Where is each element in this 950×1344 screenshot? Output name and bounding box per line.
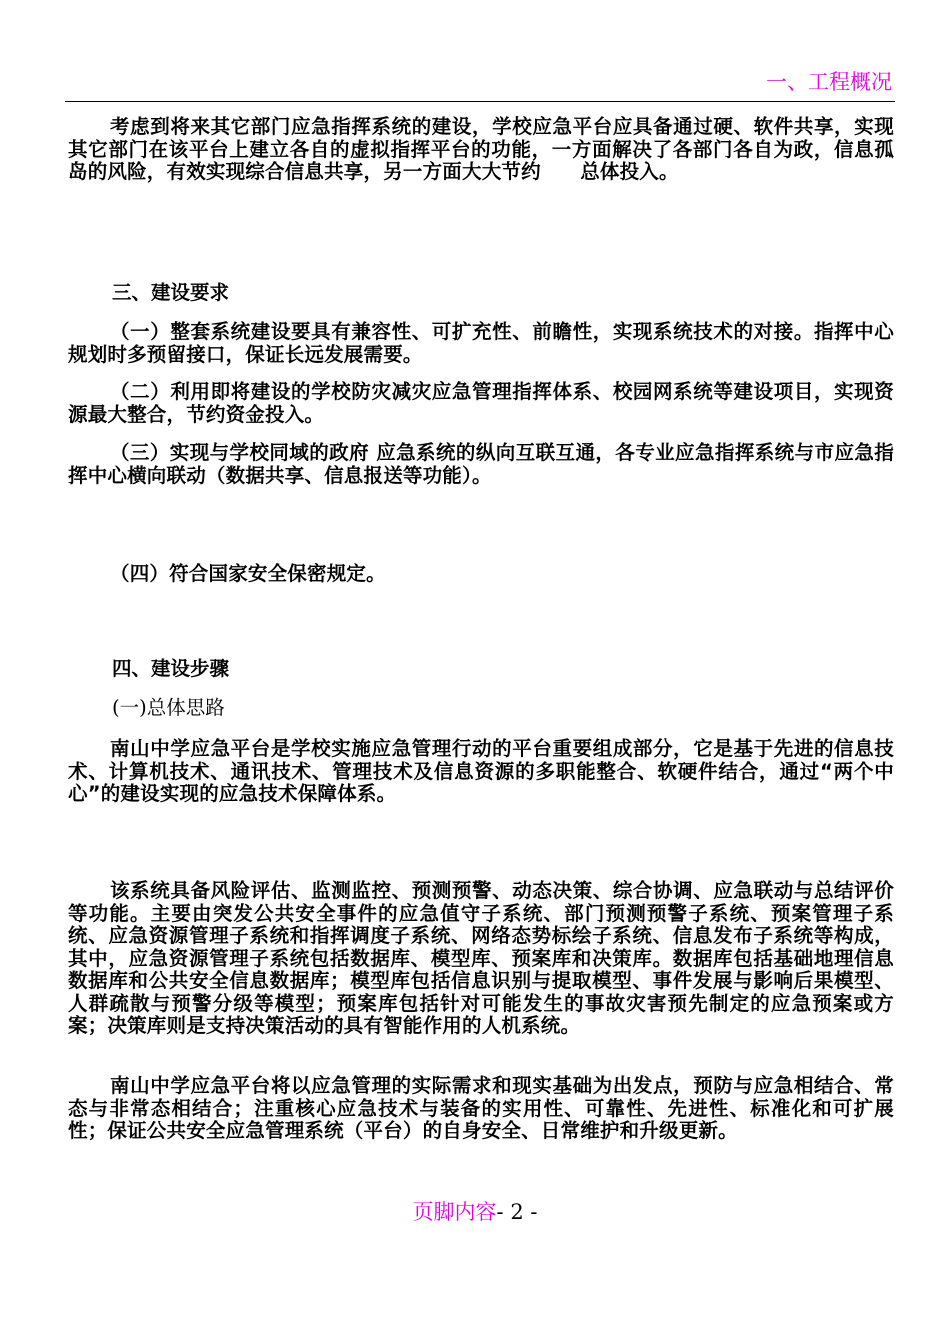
step-paragraph-1: 南山中学应急平台是学校实施应急管理行动的平台重要组成部分，它是基于先进的信息技术、计算机技术、通讯技术、管理技术及信息资源的多职能整合、软硬件结合，通过“两个中心”的建设实现的应急技术保障体系。: [68, 737, 894, 805]
subheading-overall-approach: (一)总体思路: [112, 696, 225, 719]
requirement-2: （二）利用即将建设的学校防灾减灾应急管理指挥体系、校园网系统等建设项目，实现资源最大整合，节约资金投入。: [68, 380, 894, 426]
section-heading-requirements: 三、建设要求: [112, 281, 230, 304]
requirement-4: （四）符合国家安全保密规定。: [110, 562, 386, 585]
footer-label: 页脚内容: [412, 1200, 497, 1224]
intro-paragraph: 考虑到将来其它部门应急指挥系统的建设，学校应急平台应具备通过硬、软件共享，实现其它部门在该平台上建立各自的虚拟指挥平台的功能，一方面解决了各部门各自为政，信息孤岛的风险，有效实现综合信息共享，另一方面大大节约 总体投入。: [68, 115, 894, 183]
step-paragraph-2: 该系统具备风险评估、监测监控、预测预警、动态决策、综合协调、应急联动与总结评价等功能。主要由突发公共安全事件的应急值守子系统、部门预测预警子系统、预案管理子系统、应急资源管理子系统和指挥调度子系统、网络态势标绘子系统、信息发布子系统等构成，其中，应急资源管理子系统包括数据库、模型库、预案库和决策库。数据库包括基础地理信息数据库和公共安全信息数据库；模型库包括信息识别与提取模型、事件发展与影响后果模型、人群疏散与预警分级等模型；预案库包括针对可能发生的事故灾害预先制定的应急预案或方案；决策库则是支持决策活动的具有智能作用的人机系统。: [68, 879, 894, 1037]
step-paragraph-3: 南山中学应急平台将以应急管理的实际需求和现实基础为出发点，预防与应急相结合、常态与非常态相结合；注重核心应急技术与装备的实用性、可靠性、先进性、标准化和可扩展性；保证公共安全应急管理系统（平台）的自身安全、日常维护和升级更新。: [68, 1074, 894, 1142]
page-number: - 2 -: [496, 1200, 538, 1224]
running-header: 一、工程概况: [766, 70, 892, 94]
requirement-1: （一）整套系统建设要具有兼容性、可扩充性、前瞻性，实现系统技术的对接。指挥中心规划时多预留接口，保证长远发展需要。: [68, 320, 894, 366]
section-heading-steps: 四、建设步骤: [112, 657, 230, 680]
header-rule: [65, 101, 895, 102]
requirement-3: （三）实现与学校同域的政府 应急系统的纵向互联互通，各专业应急指挥系统与市应急指挥中心横向联动（数据共享、信息报送等功能）。: [68, 441, 894, 487]
page-footer: [0, 1196, 950, 1226]
